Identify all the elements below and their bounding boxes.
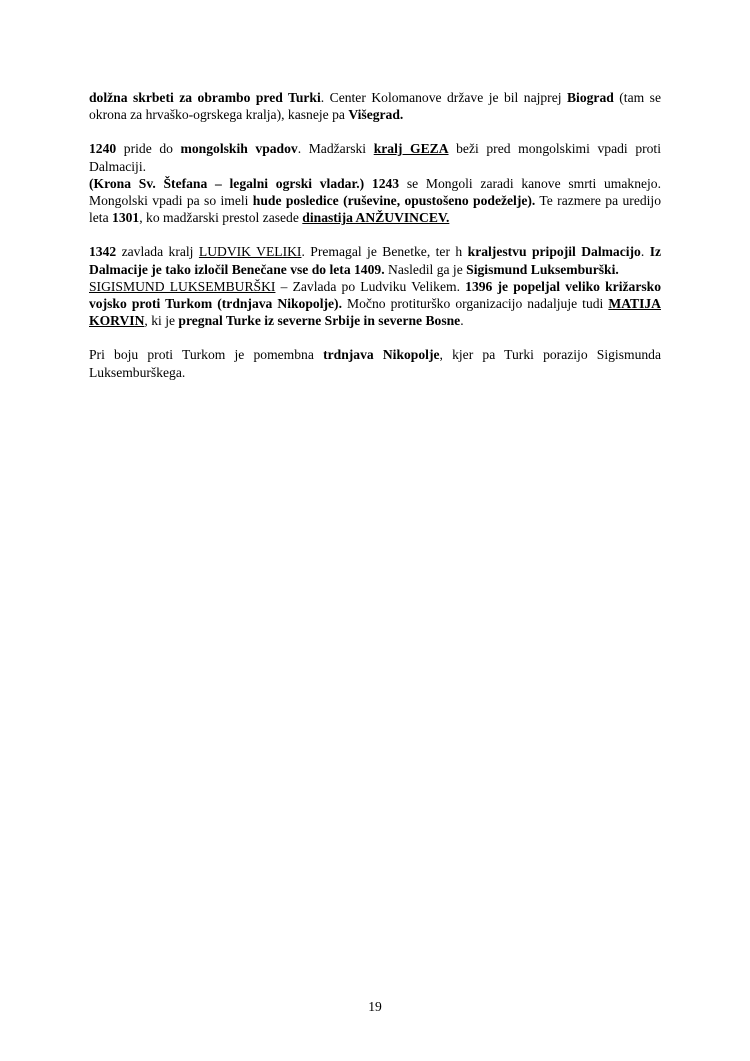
text-run: pride do <box>116 141 181 157</box>
text-run: – Zavlada po Ludviku Velikem. <box>275 278 466 294</box>
text-run: 1240 <box>89 141 117 157</box>
text-run: (Krona Sv. Štefana – legalni ogrski vladar.) 1243 <box>89 175 400 191</box>
text-run: pregnal Turke iz severne Srbije in severne Bosne <box>178 313 461 329</box>
text-run: kralj GEZA <box>373 141 449 157</box>
paragraph-mongol-invasions <box>89 140 661 226</box>
text-run: dinastija ANŽUVINCEV. <box>302 210 450 226</box>
text-run: , ki je <box>144 313 179 329</box>
text-run: dolžna skrbeti za obrambo pred Turki <box>89 90 321 105</box>
text-run: 1301 <box>112 210 140 226</box>
text-run: beži pred mongolskimi vpadi proti Dalmaciji. <box>89 141 661 174</box>
text-run: mongolskih vpadov <box>180 141 298 157</box>
text-run: Pri boju proti Turkom je pomembna <box>89 347 324 363</box>
text-run: (tam se okrona za hrvaško-ogrskega kralja), kasneje pa <box>89 90 661 123</box>
text-run: LUDVIK VELIKI <box>198 244 302 260</box>
text-run: Močno protiturško organizacijo nadaljuje tudi <box>341 296 609 312</box>
text-run: . <box>460 313 464 329</box>
paragraph-ludvik-sigismund <box>89 243 661 329</box>
text-run: Nasledil ga je <box>384 261 467 277</box>
text-run: 1396 je popeljal veliko križarsko vojsko proti Turkom (trdnjava Nikopolje). <box>89 278 662 312</box>
text-run: MATIJA KORVIN <box>89 296 661 329</box>
document-body <box>89 89 661 398</box>
text-run: SIGISMUND LUKSEMBURŠKI <box>89 278 276 294</box>
text-run: . Premagal je Benetke, ter h <box>301 244 468 260</box>
text-run: . Center Kolomanove države je bil najprej <box>320 90 567 105</box>
paragraph-nikopolje <box>89 346 661 380</box>
text-run: Biograd <box>566 90 614 105</box>
page-number: 19 <box>368 999 382 1014</box>
text-run: kraljestvu pripojil Dalmacijo <box>467 244 641 260</box>
text-run: zavlada kralj <box>116 244 199 260</box>
text-run: Sigismund Luksemburški. <box>466 261 619 277</box>
text-run: Te razmere pa uredijo leta <box>89 193 661 226</box>
text-run: trdnjava Nikopolje <box>323 347 440 363</box>
text-run: . Madžarski <box>297 141 374 157</box>
text-run: Iz Dalmacije je tako izločil Benečane vse do leta 1409. <box>89 244 662 277</box>
paragraph-koloman-state <box>89 89 661 123</box>
text-run: , ko madžarski prestol zasede <box>139 210 303 226</box>
text-run: Višegrad. <box>348 107 404 123</box>
text-run: se Mongoli zaradi kanove smrti umaknejo. Mongolski vpadi pa so imeli <box>89 175 661 209</box>
text-run: 1342 <box>89 244 117 260</box>
text-run: , kjer pa Turki porazijo Sigismunda Luksemburškega. <box>89 347 661 380</box>
text-run: . <box>640 244 650 260</box>
text-run: hude posledice (ruševine, opustošeno podeželje). <box>252 193 536 209</box>
